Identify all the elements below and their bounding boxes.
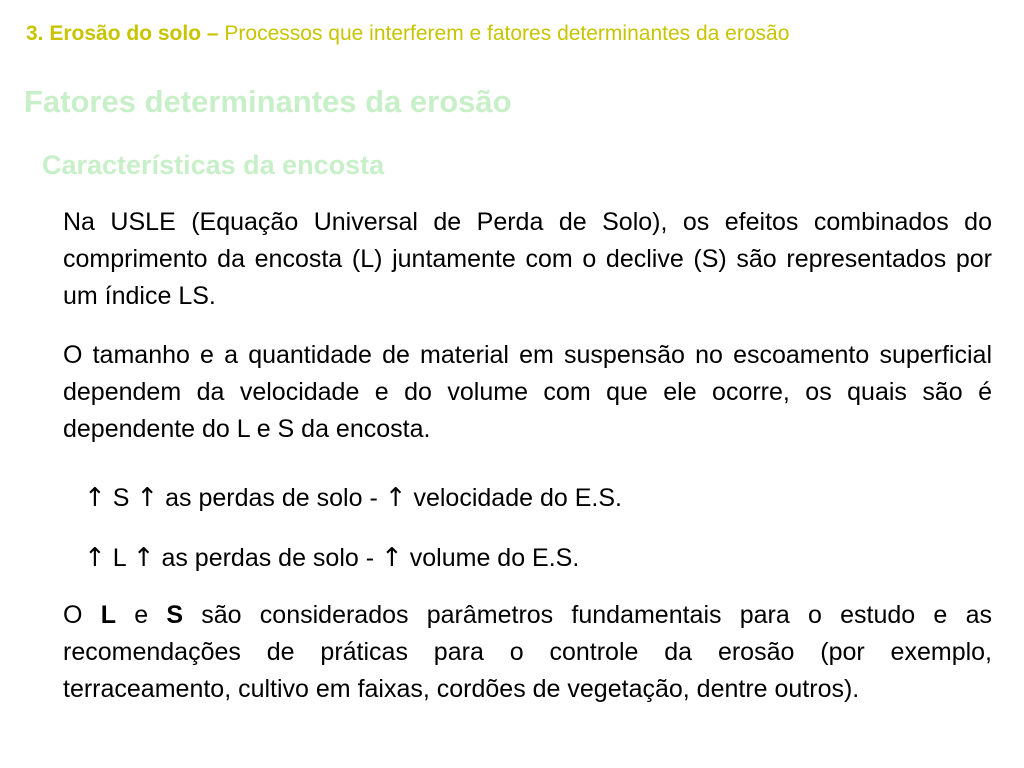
up-arrow-icon: ↑	[136, 483, 159, 513]
up-arrow-icon: ↑	[132, 543, 155, 573]
paragraph-conclusion	[63, 597, 992, 708]
relation-effect: volume do E.S.	[409, 544, 580, 572]
up-arrow-icon: ↑	[84, 543, 106, 573]
relation-effect: velocidade do E.S.	[413, 484, 622, 512]
relation-losses: as perdas de solo -	[161, 544, 375, 572]
term-s: S	[166, 601, 184, 629]
conclusion-lead: O	[63, 601, 83, 629]
term-l: L	[100, 601, 116, 629]
paragraph-usle: Na USLE (Equação Universal de Perda de Solo), os efeitos combinados do comprimento da encosta (L) juntamente com o declive (S) são representados por um índice LS.	[63, 208, 992, 310]
relation-losses: as perdas de solo -	[165, 484, 378, 512]
slide-header	[26, 20, 1006, 48]
section-subtitle: Processos que interferem e fatores determinantes da erosão	[224, 22, 790, 45]
slide-subtitle: Características da encosta	[42, 150, 385, 180]
section-title: 3. Erosão do solo –	[26, 22, 219, 45]
conclusion-rest: são considerados parâmetros fundamentais para o estudo e as recomendações de práticas para o controle da erosão (por exemplo, terraceamento, cultivo em faixas, cordões de vegetação, dentre outros).	[63, 601, 992, 703]
relation-slope	[84, 480, 622, 516]
relation-factor: S	[112, 484, 130, 512]
up-arrow-icon: ↑	[84, 483, 106, 513]
up-arrow-icon: ↑	[384, 483, 407, 513]
slide-title: Fatores determinantes da erosão	[24, 84, 512, 119]
paragraph-suspended-material: O tamanho e a quantidade de material em suspensão no escoamento superficial dependem da velocidade e do volume com que ele ocorre, os quais são é dependente do L e S da encosta.	[63, 341, 992, 443]
conclusion-conj: e	[134, 601, 149, 629]
relation-factor: L	[112, 544, 126, 572]
up-arrow-icon: ↑	[381, 543, 403, 573]
relation-length	[84, 540, 579, 576]
